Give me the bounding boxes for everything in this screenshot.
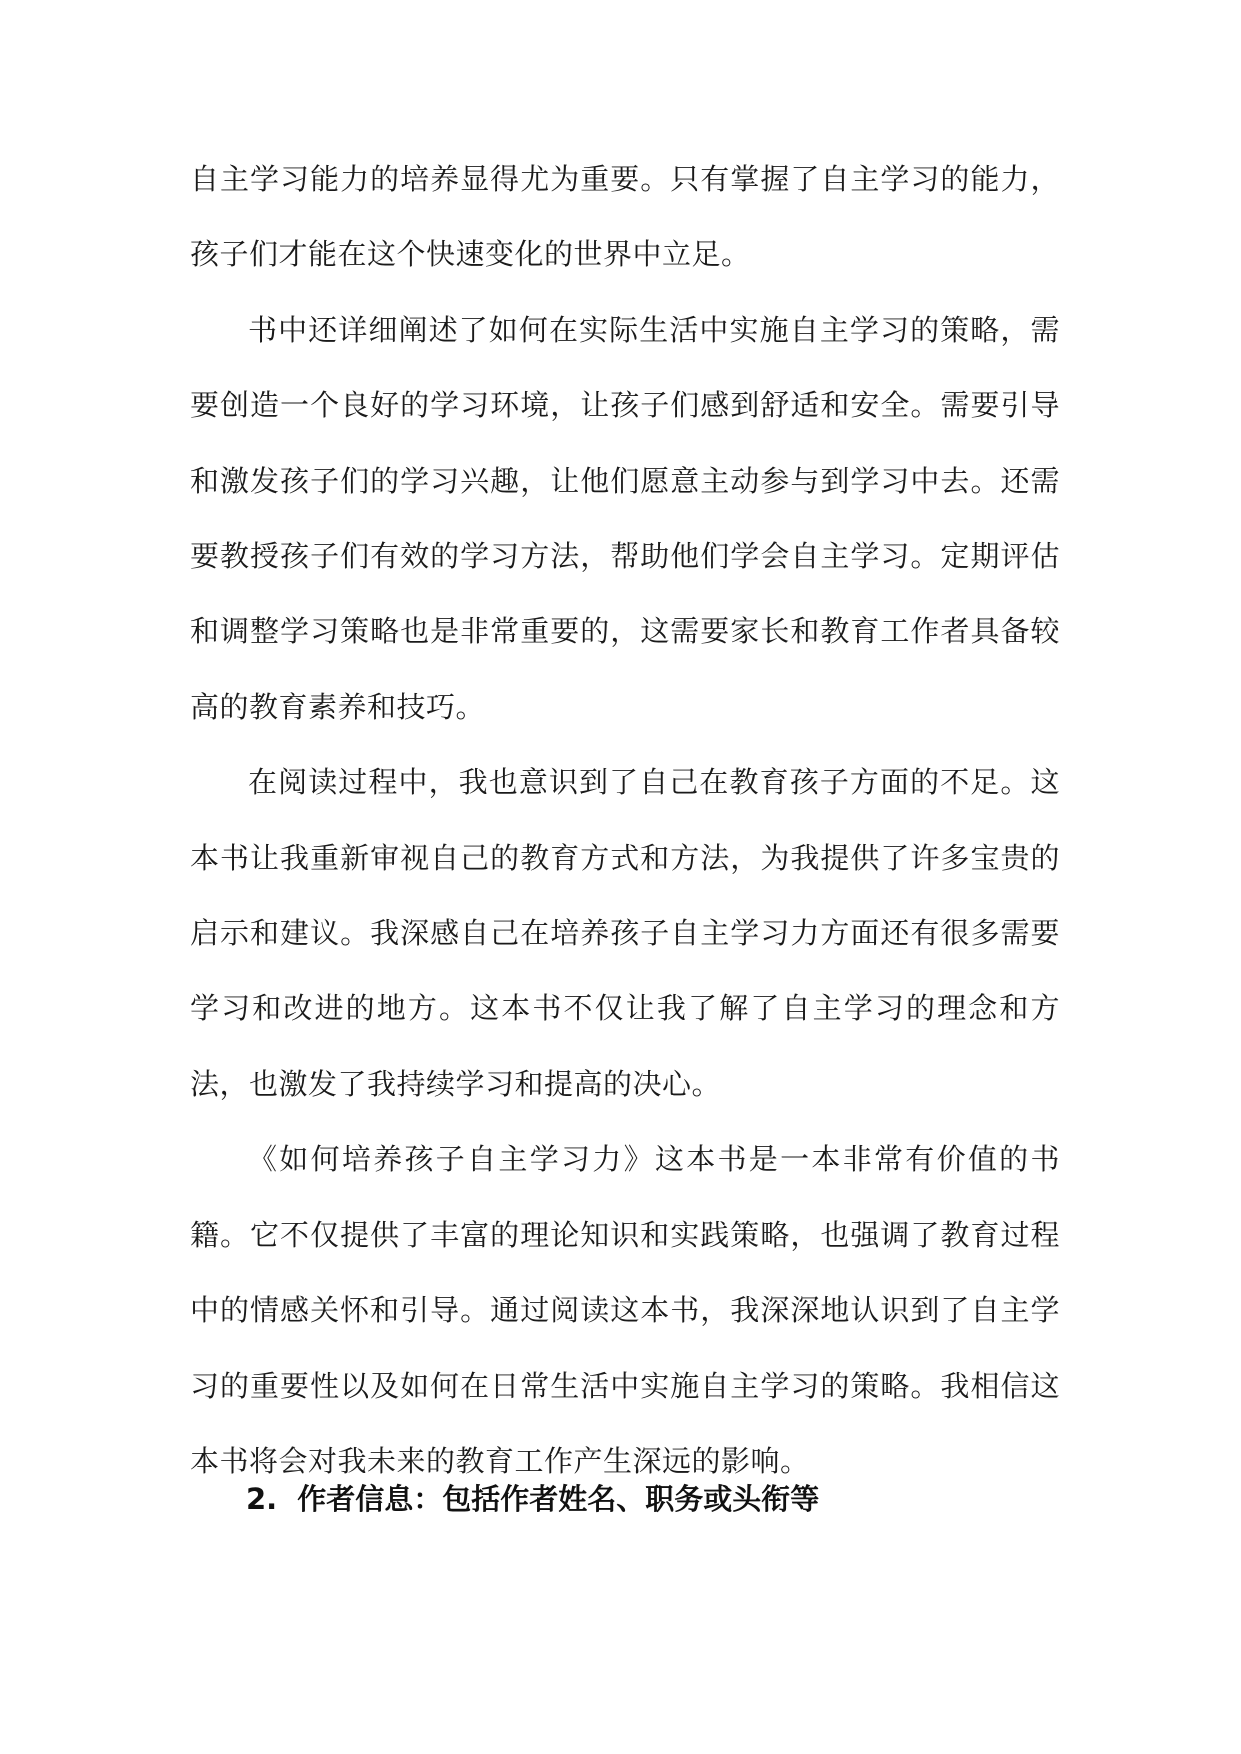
paragraph-3: 在阅读过程中，我也意识到了自己在教育孩子方面的不足。这本书让我重新审视自己的教育方式和方法，为我提供了许多宝贵的启示和建议。我深感自己在培养孩子自主学习力方面还有很多需要学习和改进的地方。这本书不仅让我了解了自主学习的理念和方法，也激发了我持续学习和提高的决心。 [190,765,1060,1101]
paragraph-4: 《如何培养孩子自主学习力》这本书是一本非常有价值的书籍。它不仅提供了丰富的理论知识和实践策略，也强调了教育过程中的情感关怀和引导。通过阅读这本书，我深深地认识到了自主学习的重要性以及如何在日常生活中实施自主学习的策略。我相信这本书将会对我未来的教育工作产生深远的影响。 [190,1142,1060,1478]
section-number: 2. [246,1482,278,1516]
section-heading [246,1479,819,1519]
body-text [190,142,1060,1499]
section-title: 作者信息：包括作者姓名、职务或头衔等 [297,1482,820,1516]
paragraph-1: 自主学习能力的培养显得尤为重要。只有掌握了自主学习的能力，孩子们才能在这个快速变化的世界中立足。 [190,162,1060,272]
paragraph-2: 书中还详细阐述了如何在实际生活中实施自主学习的策略，需要创造一个良好的学习环境，让孩子们感到舒适和安全。需要引导和激发孩子们的学习兴趣，让他们愿意主动参与到学习中去。还需要教授孩子们有效的学习方法，帮助他们学会自主学习。定期评估和调整学习策略也是非常重要的，这需要家长和教育工作者具备较高的教育素养和技巧。 [190,312,1060,724]
